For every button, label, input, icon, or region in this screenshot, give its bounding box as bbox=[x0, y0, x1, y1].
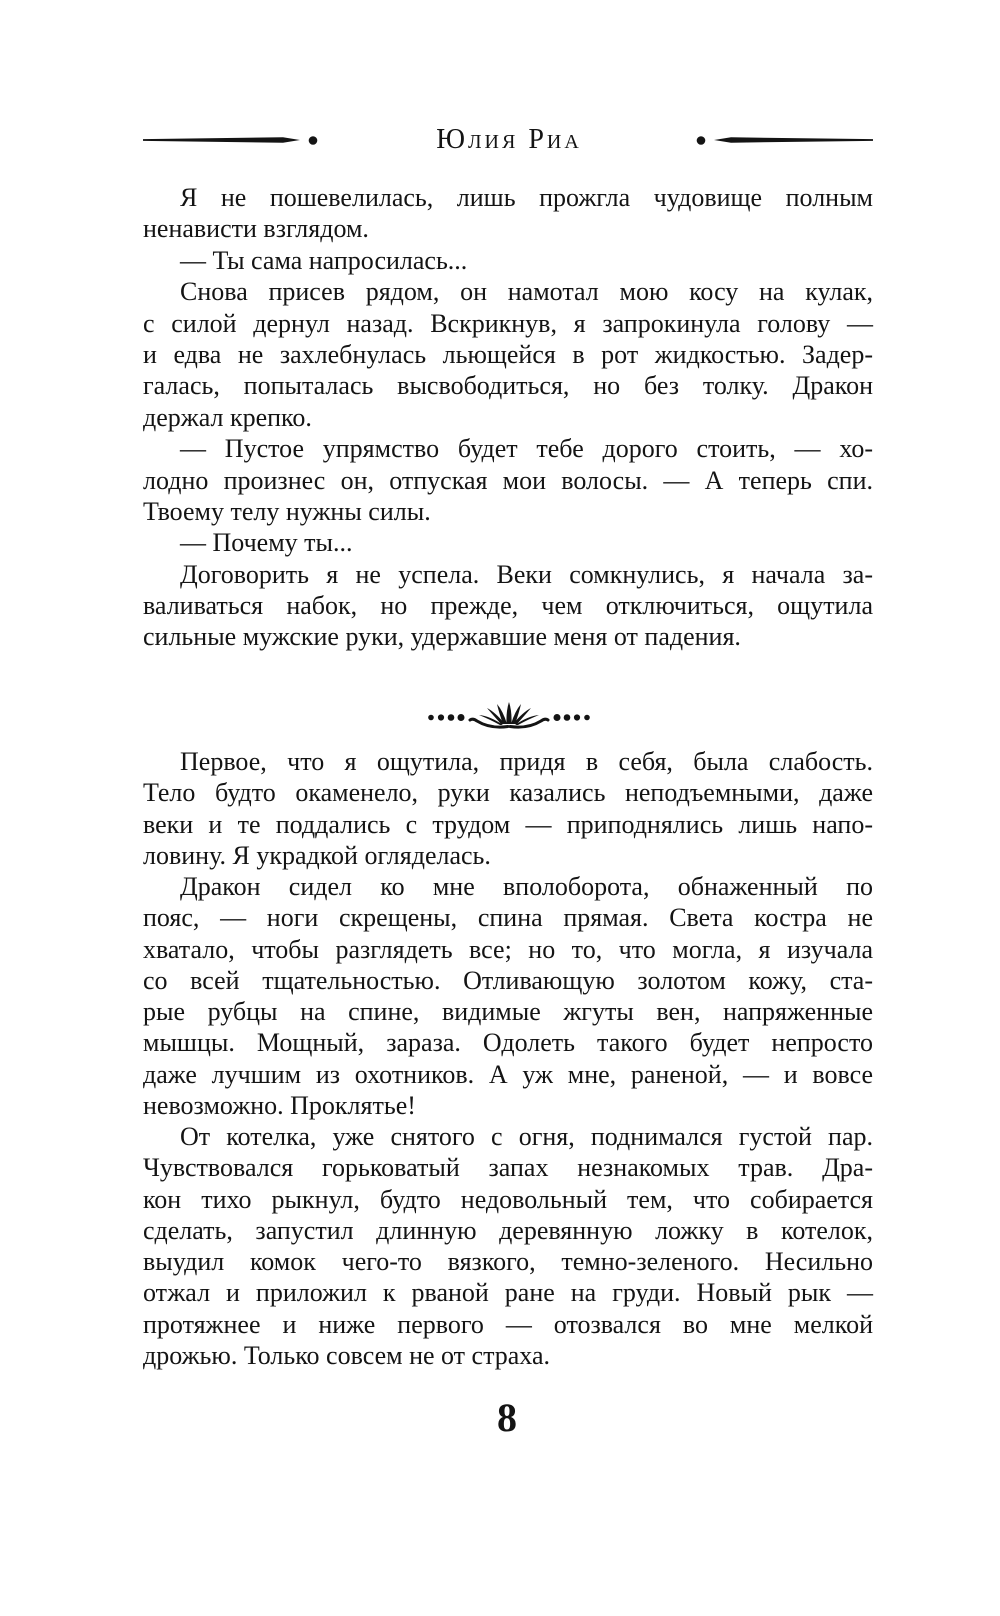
ornament-dot bbox=[584, 715, 590, 721]
header-rule-left bbox=[143, 137, 300, 142]
paragraph bbox=[143, 433, 873, 527]
ornament-dot bbox=[448, 714, 455, 721]
text-section-1 bbox=[143, 182, 873, 653]
paragraph bbox=[143, 1121, 873, 1371]
header-rule-right bbox=[714, 137, 873, 142]
text-line: Первое, что я ощутила, придя в себя, была слабость. bbox=[180, 747, 873, 776]
text-line: дрожью. Только совсем не от страха. bbox=[143, 1340, 550, 1370]
text-line: Твоему телу нужны силы. bbox=[143, 496, 431, 526]
ornament-dot bbox=[458, 714, 465, 721]
text-line: даже лучшим из охотников. А уж мне, раненой, — и вовсе bbox=[143, 1059, 873, 1089]
paragraph bbox=[143, 746, 873, 871]
text-line: пояс, — ноги скрещены, спина прямая. Света костра не bbox=[143, 903, 873, 933]
text-line: сильные мужские руки, удержавшие меня от падения. bbox=[143, 622, 741, 652]
text-line: От котелка, уже снятого с огня, поднимался густой пар. bbox=[180, 1122, 873, 1151]
text-line: держал крепко. bbox=[143, 402, 312, 432]
running-head-author: Юлия Риа bbox=[436, 124, 582, 155]
text-line: Тело будто окаменело, руки казались неподъемными, даже bbox=[143, 778, 873, 808]
ornament-dot bbox=[564, 714, 571, 721]
text-line: Я не пошевелилась, лишь прожгла чудовище полным bbox=[180, 183, 873, 212]
paragraph bbox=[143, 245, 873, 276]
text-line: веки и те поддались с трудом — приподнялись лишь напо- bbox=[143, 809, 873, 839]
paragraph bbox=[143, 871, 873, 1121]
header-dot-right bbox=[697, 136, 706, 145]
text-line: хватало, чтобы разглядеть все; но то, что могла, я изучала bbox=[143, 934, 873, 964]
paragraph bbox=[143, 182, 873, 245]
text-line: рые рубцы на спине, видимые жгуты вен, напряженные bbox=[143, 997, 873, 1026]
text-line: мышцы. Мощный, зараза. Одолеть такого будет непросто bbox=[143, 1028, 873, 1058]
text-line: — Пустое упрямство будет тебе дорого стоить, — хо- bbox=[180, 434, 873, 464]
text-line: с силой дернул назад. Вскрикнув, я запрокинула голову — bbox=[143, 308, 873, 338]
text-line: невозможно. Проклятье! bbox=[143, 1090, 416, 1120]
ornament-dot bbox=[438, 714, 444, 720]
text-line: — Ты сама напросилась... bbox=[180, 245, 468, 275]
text-line: — Почему ты... bbox=[180, 528, 353, 558]
text-line: Договорить я не успела. Веки сомкнулись, я начала за- bbox=[180, 559, 873, 589]
section-divider-ornament bbox=[420, 698, 596, 732]
ornament-dot bbox=[428, 715, 434, 721]
text-line: протяжнее и ниже первого — отозвался во мне мелкой bbox=[143, 1309, 873, 1339]
text-line: кон тихо рыкнул, будто недовольный тем, что собирается bbox=[143, 1184, 873, 1214]
text-line: валиваться набок, но прежде, чем отключиться, ощутила bbox=[143, 591, 873, 621]
text-line: Дракон сидел ко мне вполоборота, обнаженный по bbox=[180, 872, 873, 901]
text-line: и едва не захлебнулась льющейся в рот жидкостью. Задер- bbox=[143, 339, 873, 369]
text-line: выудил комок чего-то вязкого, темно-зеленого. Несильно bbox=[143, 1247, 873, 1276]
text-line: ловину. Я украдкой огляделась. bbox=[143, 840, 491, 870]
ornament-dot bbox=[574, 714, 580, 720]
paragraph bbox=[143, 559, 873, 653]
text-line: отжал и приложил к рваной ране на груди. Новый рык — bbox=[143, 1278, 873, 1308]
paragraph bbox=[143, 276, 873, 433]
text-line: со всей тщательностью. Отливающую золотом кожу, ста- bbox=[143, 965, 873, 995]
header-dot-left bbox=[309, 136, 318, 145]
ornament-petal bbox=[506, 702, 511, 724]
text-line: сделать, запустил длинную деревянную ложку в котелок, bbox=[143, 1215, 873, 1245]
paragraph bbox=[143, 527, 873, 558]
text-line: галась, попыталась высвободиться, но без толку. Дракон bbox=[143, 371, 873, 401]
ornament-dot bbox=[554, 714, 561, 721]
page-number: 8 bbox=[497, 1395, 517, 1440]
text-line: Чувствовался горьковатый запах незнакомых трав. Дра- bbox=[143, 1153, 873, 1183]
text-line: Снова присев рядом, он намотал мою косу на кулак, bbox=[180, 277, 873, 307]
text-section-2 bbox=[143, 746, 873, 1371]
text-line: ненависти взглядом. bbox=[143, 214, 369, 244]
text-line: лодно произнес он, отпуская мои волосы. — А теперь спи. bbox=[143, 465, 873, 495]
